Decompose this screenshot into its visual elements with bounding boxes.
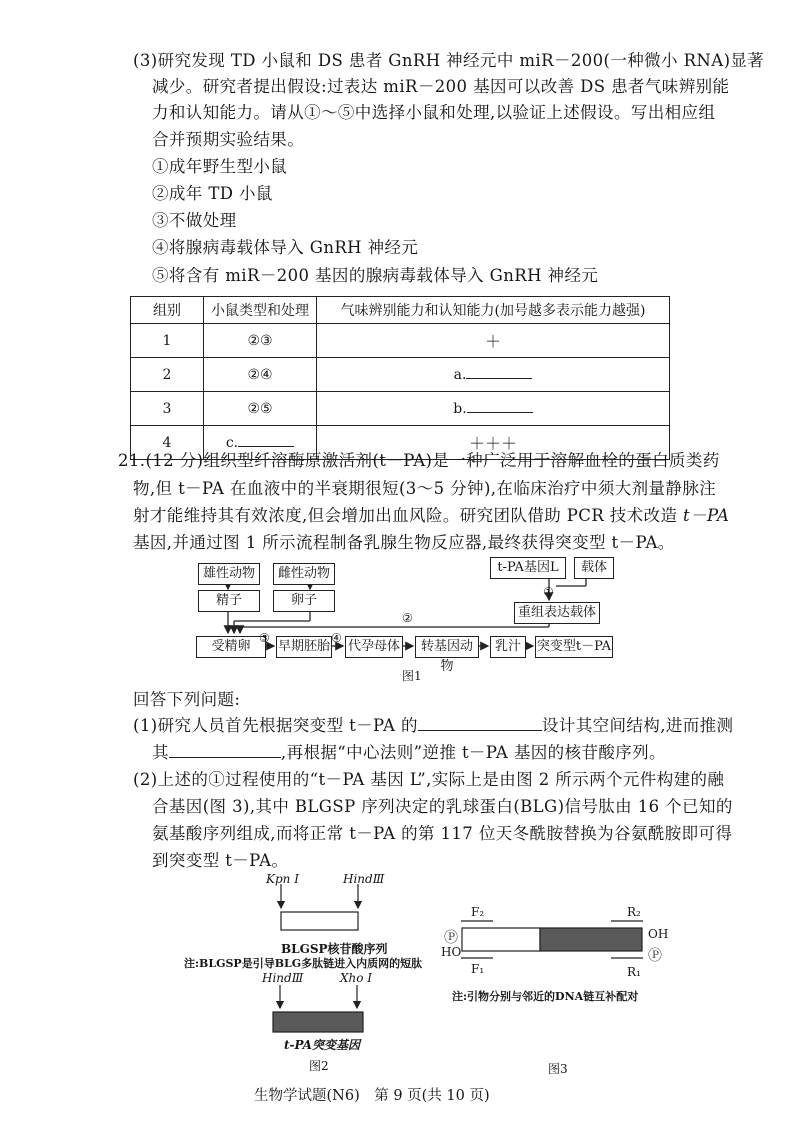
fig1-sperm: 精子 (198, 590, 260, 612)
fig1-mutant-tpa: 突变型t－PA (535, 636, 613, 658)
fig1-egg: 卵子 (273, 590, 335, 612)
q2-line4: 到突变型 t－PA。 (152, 851, 289, 870)
q1-text-d: ,再根据“中心法则”逆推 t－PA 基因的核苷酸序列。 (280, 743, 666, 762)
fig1-vector: 载体 (574, 557, 614, 579)
fig1-step-3: ③ (259, 631, 270, 645)
cell-result: ＋ (317, 324, 670, 358)
fig2-note: 注:BLGSP是引导BLG多肽链进入内质网的短肽 (184, 957, 423, 970)
fig1-step-4: ④ (331, 631, 342, 645)
fig3-primer-f1: F₁ (471, 962, 485, 976)
fig3-caption: 图3 (548, 1062, 568, 1076)
answer-label-c: c. (225, 434, 239, 451)
fig2-kpn-label: Kpn Ⅰ (266, 872, 299, 886)
q21-line3-italic: t－PA (677, 506, 730, 525)
q21-line2: 物,但 t－PA 在血液中的半衰期很短(3～5 分钟),在临床治疗中须大剂量静脉注 (133, 479, 717, 498)
fig3-primer-f2: F₂ (471, 905, 485, 919)
fig3-primer-r2: R₂ (627, 905, 641, 919)
fig1-transgenic-animal: 转基因动物 (415, 636, 479, 658)
answer-label-a: a. (453, 366, 467, 383)
fig3-phosphate-bottom: Ⓟ (648, 948, 662, 964)
cell-group: 4 (131, 426, 204, 460)
option-4: ④将腺病毒载体导入 GnRH 神经元 (152, 238, 419, 257)
q21-line4: 基因,并通过图 1 所示流程制备乳腺生物反应器,最终获得突变型 t－PA。 (133, 533, 675, 552)
fig1-milk: 乳汁 (490, 636, 526, 658)
answer-label-b: b. (453, 400, 467, 417)
q2-line3: 氨基酸序列组成,而将正常 t－PA 的第 117 位天冬酰胺替换为谷氨酰胺即可得 (152, 824, 733, 843)
q1-text-a: (1)研究人员首先根据突变型 t－PA 的 (133, 716, 418, 735)
fig3-note: 注:引物分别与邻近的DNA链互补配对 (452, 990, 639, 1003)
fig1-surrogate-mother: 代孕母体 (345, 636, 403, 658)
answer-intro: 回答下列问题: (133, 690, 241, 709)
page-footer: 生物学试题(N6) 第 9 页(共 10 页) (254, 1088, 490, 1104)
fig3-ho-label: HO (441, 945, 462, 959)
cell-group: 1 (131, 324, 204, 358)
fig2-xho-label: Xho Ⅰ (340, 971, 373, 985)
q2-line2: 合基因(图 3),其中 BLGSP 序列决定的乳球蛋白(BLG)信号肽由 16 个已知的 (152, 797, 733, 816)
fig2-hind-top-label: HindⅢ (343, 872, 385, 886)
fig1-caption: 图1 (402, 669, 422, 683)
cell-result: ＋＋＋ (317, 426, 670, 460)
fig1-recombinant-vector: 重组表达载体 (514, 602, 600, 624)
option-3: ③不做处理 (152, 211, 237, 230)
cell-treatment: ②⑤ (204, 392, 317, 426)
fig1-tpa-gene-l: t-PA基因L (490, 557, 566, 579)
cell-group: 3 (131, 392, 204, 426)
fig1-step-2: ② (402, 611, 413, 625)
cell-treatment: ②④ (204, 358, 317, 392)
cell-group: 2 (131, 358, 204, 392)
fig2-hind-bottom-label: HindⅢ (262, 971, 304, 985)
fig2-blgsp-label: BLGSP核苷酸序列 (281, 942, 388, 956)
fig1-step-1: ① (543, 585, 554, 599)
fig1-male-animal: 雄性动物 (198, 563, 260, 585)
part3-line1: (3)研究发现 TD 小鼠和 DS 患者 GnRH 神经元中 miR－200(一种微小 RNA)显著 (133, 51, 765, 70)
fig3-primer-r1: R₁ (627, 965, 641, 979)
fig1-female-animal: 雌性动物 (273, 563, 335, 585)
header-treatment: 小鼠类型和处理 (204, 297, 317, 324)
cell-treatment: ②③ (204, 324, 317, 358)
fig1-fertilized-egg: 受精卵 (196, 636, 266, 658)
part3-line2: 减少。研究者提出假设:过表达 miR－200 基因可以改善 DS 患者气味辨别能 (152, 77, 730, 96)
option-1: ①成年野生型小鼠 (152, 157, 288, 176)
fig3-phosphate-top: Ⓟ (444, 930, 458, 946)
q1-text-b: 设计其空间结构,进而推测 (541, 716, 734, 735)
header-result: 气味辨别能力和认知能力(加号越多表示能力越强) (317, 297, 670, 324)
q21-line3-text: 射才能维持其有效浓度,但会增加出血风险。研究团队借助 PCR 技术改造 (133, 506, 678, 525)
fig2-mutant-label: t-PA突变基因 (284, 1038, 360, 1052)
fig2-caption: 图2 (309, 1059, 329, 1073)
fig1-early-embryo: 早期胚胎 (276, 636, 332, 658)
q1-text-c: 其 (152, 743, 169, 762)
option-5: ⑤将含有 miR－200 基因的腺病毒载体导入 GnRH 神经元 (152, 266, 599, 285)
header-group: 组别 (131, 297, 204, 324)
q21-line1: 21.(12 分)组织型纤溶酶原激活剂(t－PA)是一种广泛用于溶解血栓的蛋白质类药 (118, 451, 720, 470)
option-2: ②成年 TD 小鼠 (152, 184, 273, 203)
part3-line3: 力和认知能力。请从①～⑤中选择小鼠和处理,以验证上述假设。写出相应组 (152, 103, 716, 122)
fig3-oh-label: OH (648, 927, 669, 941)
part3-line4: 合并预期实验结果。 (152, 130, 305, 149)
q2-line1: (2)上述的①过程使用的“t－PA 基因 L”,实际上是由图 2 所示两个元件构建的融 (133, 770, 725, 789)
